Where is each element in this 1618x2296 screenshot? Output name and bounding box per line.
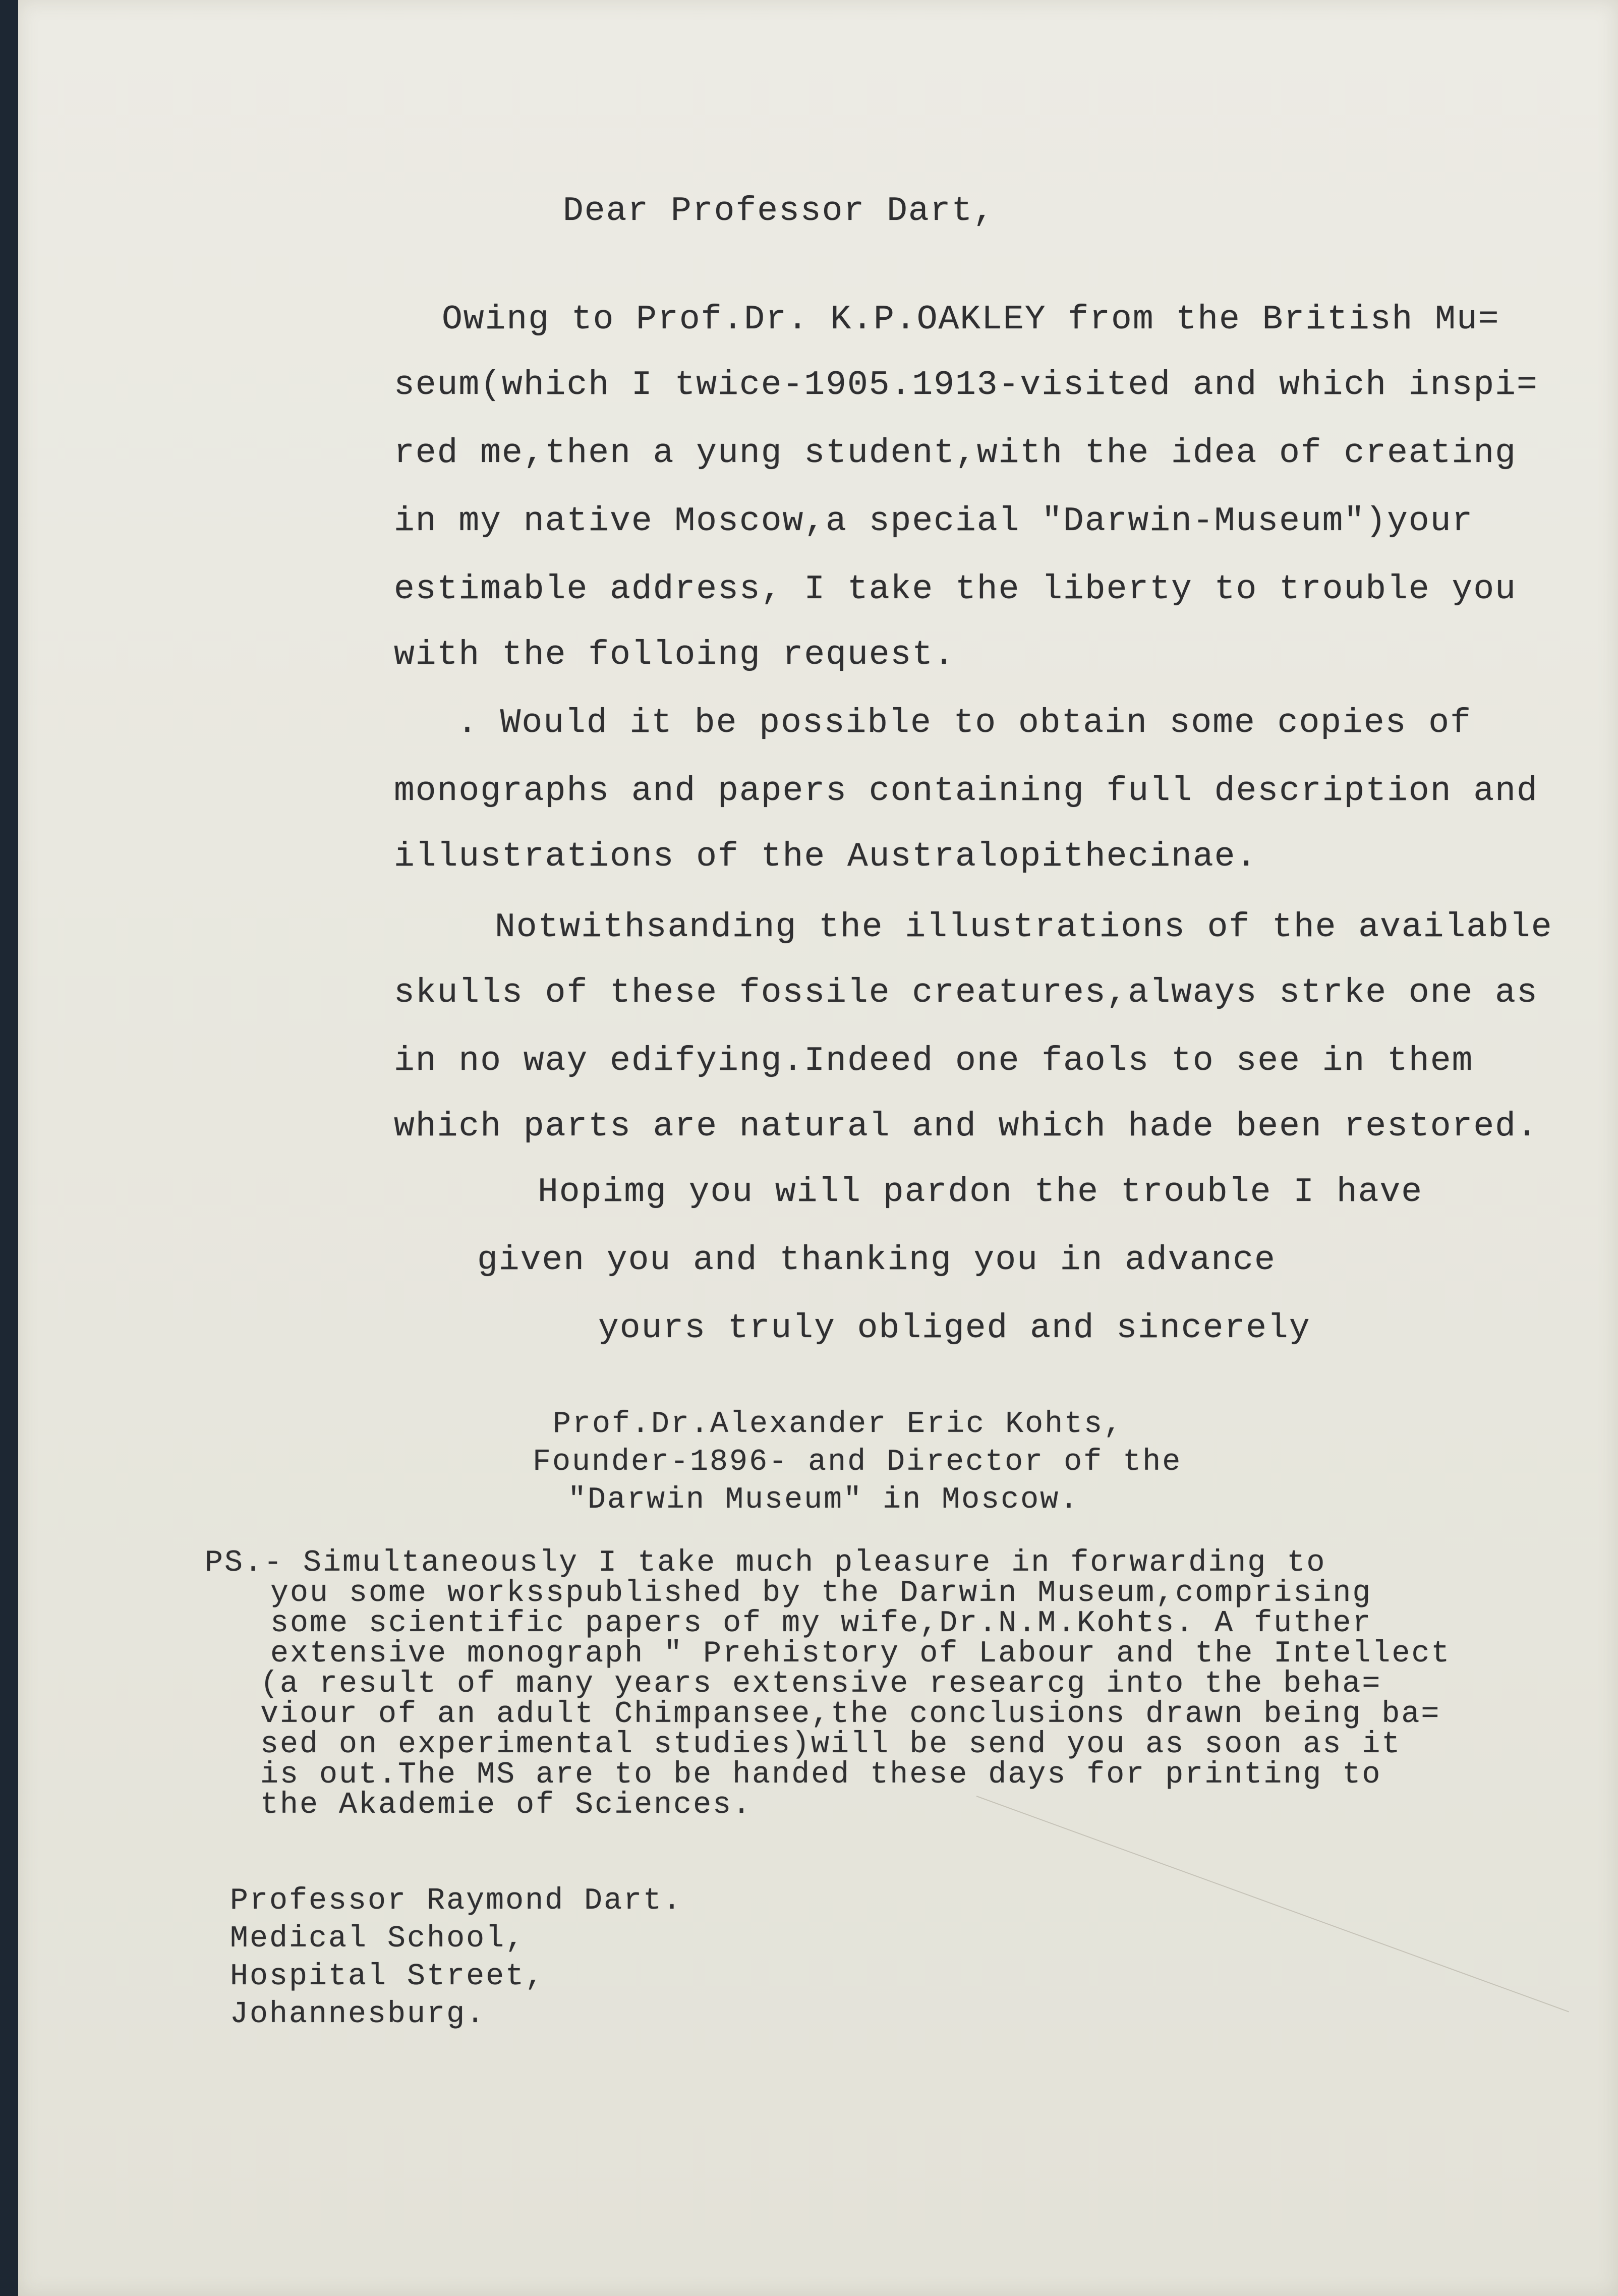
body-line: in my native Moscow,a special "Darwin-Museum")your	[394, 502, 1474, 541]
address-line: Professor Raymond Dart.	[230, 1884, 683, 1918]
body-line: seum(which I twice-1905.1913-visited and which inspi=	[394, 366, 1538, 405]
postscript-line: you some worksspublished by the Darwin Museum,comprising	[270, 1576, 1372, 1611]
postscript-line: (a result of many years extensive researcg into the beha=	[260, 1667, 1382, 1701]
postscript-line: is out.The MS are to be handed these days for printing to	[260, 1758, 1382, 1792]
body-line: Notwithsanding the illustrations of the available	[495, 908, 1553, 947]
postscript-line: PS.- Simultaneously I take much pleasure in forwarding to	[205, 1546, 1326, 1580]
body-line: in no way edifying.Indeed one faols to see in them	[394, 1042, 1474, 1080]
signature-line: Founder-1896- and Director of the	[533, 1445, 1182, 1479]
postscript-line: the Akademie of Sciences.	[260, 1788, 753, 1822]
address-line: Hospital Street,	[230, 1960, 545, 1994]
paper-fold-crease	[976, 1796, 1569, 2012]
postscript-line: extensive monograph " Prehistory of Labour and the Intellect	[270, 1637, 1451, 1671]
body-line: which parts are natural and which hade been restored.	[394, 1107, 1538, 1146]
body-line: yours truly obliged and sincerely	[598, 1309, 1311, 1348]
postscript-line: viour of an adult Chimpansee,the conclusions drawn being ba=	[260, 1697, 1441, 1732]
letter-page	[18, 0, 1618, 2296]
body-line: estimable address, I take the liberty to trouble you	[394, 570, 1517, 609]
body-line: given you and thanking you in advance	[477, 1241, 1276, 1280]
body-line: . Would it be possible to obtain some copies of	[457, 704, 1472, 742]
body-line: skulls of these fossile creatures,always strke one as	[394, 973, 1538, 1012]
address-line: Medical School,	[230, 1922, 526, 1956]
salutation: Dear Professor Dart,	[563, 192, 995, 231]
body-line: red me,then a yung student,with the idea of creating	[394, 434, 1517, 473]
body-line: Owing to Prof.Dr. K.P.OAKLEY from the British Mu=	[442, 300, 1500, 339]
address-line: Johannesburg.	[230, 1997, 486, 2032]
postscript-line: sed on experimental studies)will be send you as soon as it	[260, 1728, 1402, 1762]
body-line: Hopimg you will pardon the trouble I have	[538, 1173, 1423, 1212]
signature-line: "Darwin Museum" in Moscow.	[568, 1483, 1080, 1517]
postscript-line: some scientific papers of my wife,Dr.N.M.Kohts. A futher	[270, 1606, 1372, 1641]
signature-line: Prof.Dr.Alexander Eric Kohts,	[553, 1407, 1124, 1442]
body-line: with the folloing request.	[394, 636, 955, 674]
body-line: illustrations of the Australopithecinae.	[394, 837, 1258, 876]
body-line: monographs and papers containing full description and	[394, 772, 1538, 811]
